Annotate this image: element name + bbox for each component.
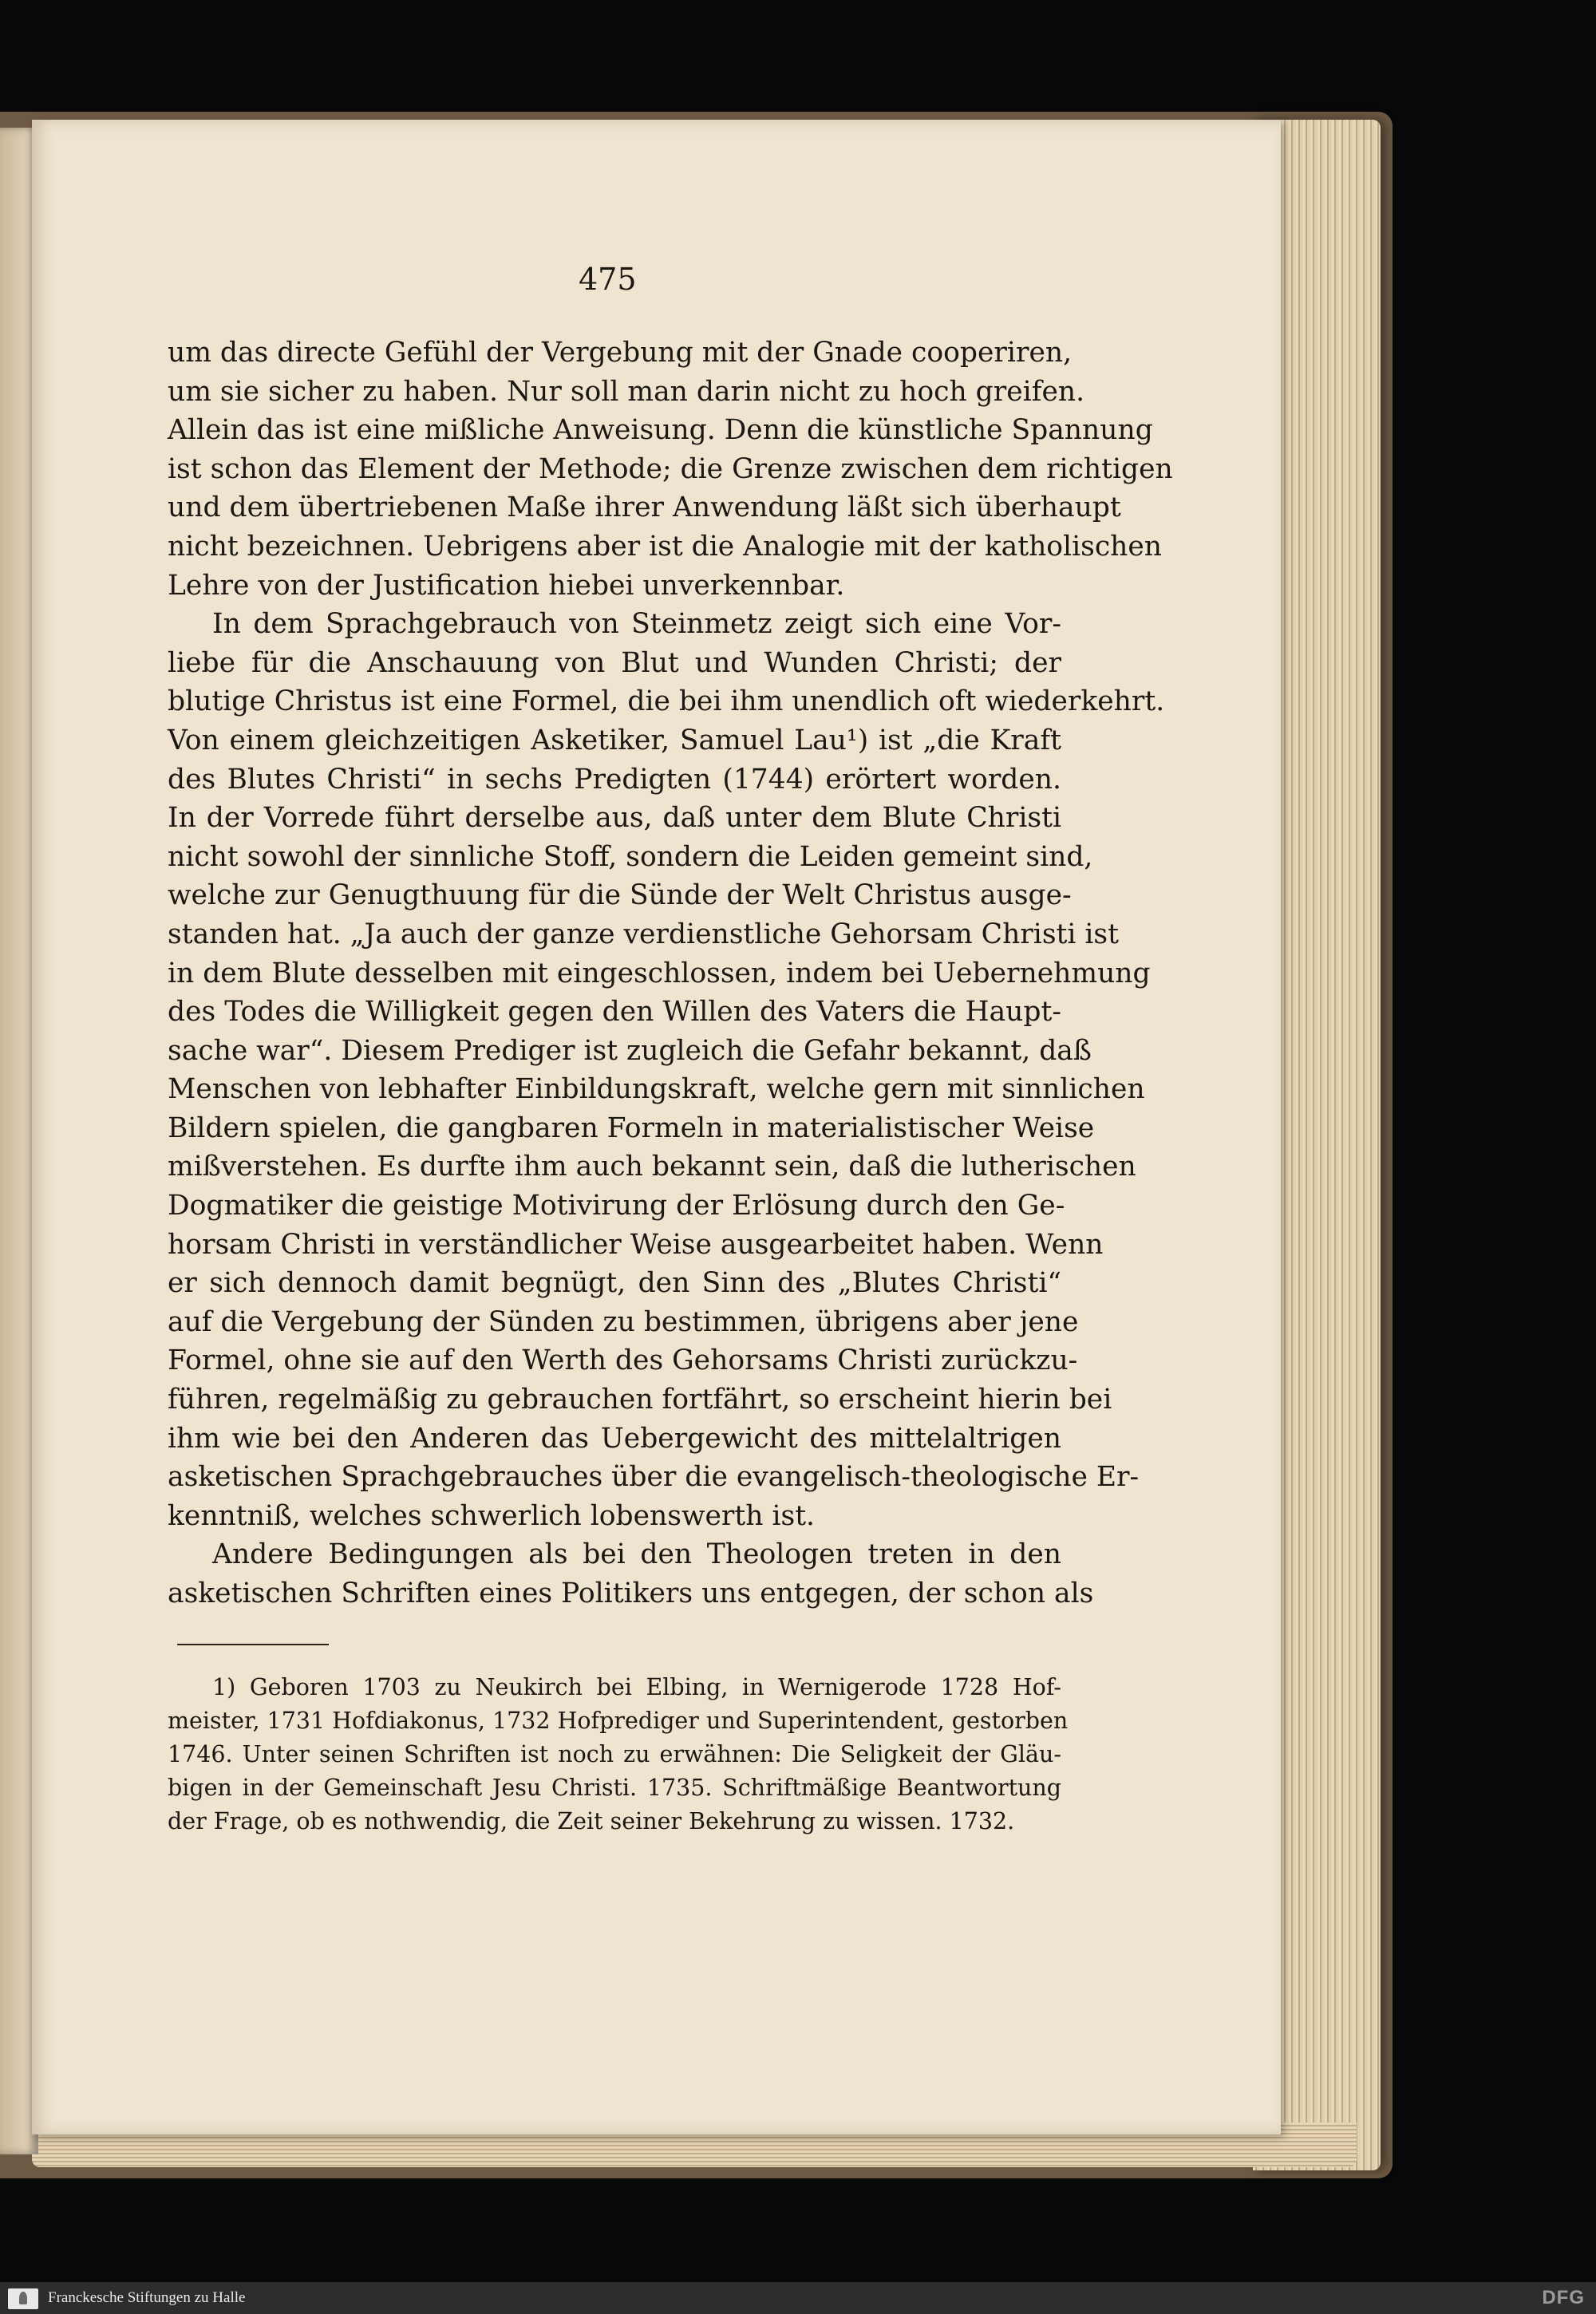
text-line: in dem Blute desselben mit eingeschlossen, indem bei Uebernehmung: [168, 957, 1151, 989]
text-line: Von einem gleichzeitigen Asketiker, Samuel Lau¹) ist „die Kraft: [168, 724, 1061, 756]
body-text: [168, 334, 1173, 1613]
text-line: um das directe Gefühl der Vergebung mit der Gnade cooperiren,: [168, 337, 1073, 369]
text-line: Lehre von der Justification hiebei unverkennbar.: [168, 569, 845, 602]
text-line: welche zur Genugthuung für die Sünde der Welt Christus ausge-: [168, 879, 1072, 912]
text-line: asketischen Schriften eines Politikers uns entgegen, der schon als: [168, 1578, 1094, 1609]
text-line: nicht sowohl der sinnliche Stoff, sondern die Leiden gemeint sind,: [168, 840, 1093, 873]
footnote-line: 1) Geboren 1703 zu Neukirch bei Elbing, in Wernigerode 1728 Hof-: [212, 1674, 1061, 1700]
text-line: Formel, ohne sie auf den Werth des Gehorsams Christi zurückzu-: [168, 1345, 1078, 1377]
footnote-line: der Frage, ob es nothwendig, die Zeit seiner Bekehrung zu wissen. 1732.: [168, 1808, 1015, 1834]
text-line: des Todes die Willigkeit gegen den Willen des Vaters die Haupt-: [168, 996, 1061, 1029]
text-line: Bildern spielen, die gangbaren Formeln in materialistischer Weise: [168, 1112, 1095, 1144]
footnote-rule: [177, 1644, 329, 1645]
text-line: um sie sicher zu haben. Nur soll man darin nicht zu hoch greifen.: [168, 375, 1085, 408]
viewer-status-bar: [0, 2282, 1596, 2314]
text-line: standen hat. „Ja auch der ganze verdienstliche Gehorsam Christi ist: [168, 918, 1120, 950]
text-line: sache war“. Diesem Prediger ist zugleich die Gefahr bekannt, daß: [168, 1034, 1092, 1067]
text-line: In dem Sprachgebrauch von Steinmetz zeigt sich eine Vor-: [212, 608, 1061, 641]
institution-name[interactable]: Franckesche Stiftungen zu Halle: [48, 2289, 246, 2306]
text-line: führen, regelmäßig zu gebrauchen fortfährt, so erscheint hierin bei: [168, 1384, 1112, 1416]
page-number: 475: [579, 262, 637, 297]
text-line: Andere Bedingungen als bei den Theologen treten in den: [212, 1538, 1061, 1571]
text-line: auf die Vergebung der Sünden zu bestimmen, übrigens aber jene: [168, 1305, 1079, 1338]
text-line: horsam Christi in verständlicher Weise ausgearbeitet haben. Wenn: [168, 1228, 1104, 1261]
footnote-line: meister, 1731 Hofdiakonus, 1732 Hofprediger und Superintendent, gestorben: [168, 1708, 1069, 1734]
footnote-line: bigen in der Gemeinschaft Jesu Christi. 1735. Schriftmäßige Beantwortung: [168, 1775, 1061, 1801]
text-line: mißverstehen. Es durfte ihm auch bekannt sein, daß die lutherischen: [168, 1151, 1136, 1183]
text-line: asketischen Sprachgebrauches über die evangelisch-theologische Er-: [168, 1461, 1140, 1494]
text-line: kenntniß, welches schwerlich lobenswerth ist.: [168, 1499, 816, 1532]
text-line: liebe für die Anschauung von Blut und Wunden Christi; der: [168, 646, 1061, 679]
text-line: Dogmatiker die geistige Motivirung der Erlösung durch den Ge-: [168, 1190, 1065, 1222]
text-line: ist schon das Element der Methode; die Grenze zwischen dem richtigen: [168, 452, 1173, 485]
footnotes: [168, 1671, 1069, 1838]
text-line: und dem übertriebenen Maße ihrer Anwendung läßt sich überhaupt: [168, 492, 1121, 524]
text-line: nicht bezeichnen. Uebrigens aber ist die Analogie mit der katholischen: [168, 530, 1163, 563]
text-line: Menschen von lebhafter Einbildungskraft, welche gern mit sinnlichen: [168, 1073, 1145, 1106]
institution-logo-icon[interactable]: [8, 2288, 38, 2309]
footnote-line: 1746. Unter seinen Schriften ist noch zu erwähnen: Die Seligkeit der Gläu-: [168, 1741, 1061, 1767]
text-line: Allein das ist eine mißliche Anweisung. Denn die künstliche Spannung: [168, 414, 1153, 447]
text-line: des Blutes Christi“ in sechs Predigten (1744) erörtert worden.: [168, 763, 1061, 796]
dfg-logo[interactable]: DFG: [1542, 2287, 1585, 2308]
text-line: ihm wie bei den Anderen das Uebergewicht des mittelaltrigen: [168, 1422, 1061, 1455]
text-line: In der Vorrede führt derselbe aus, daß unter dem Blute Christi: [168, 802, 1061, 835]
text-line: er sich dennoch damit begnügt, den Sinn des „Blutes Christi“: [168, 1267, 1061, 1300]
text-line: blutige Christus ist eine Formel, die bei ihm unendlich oft wiederkehrt.: [168, 685, 1165, 718]
